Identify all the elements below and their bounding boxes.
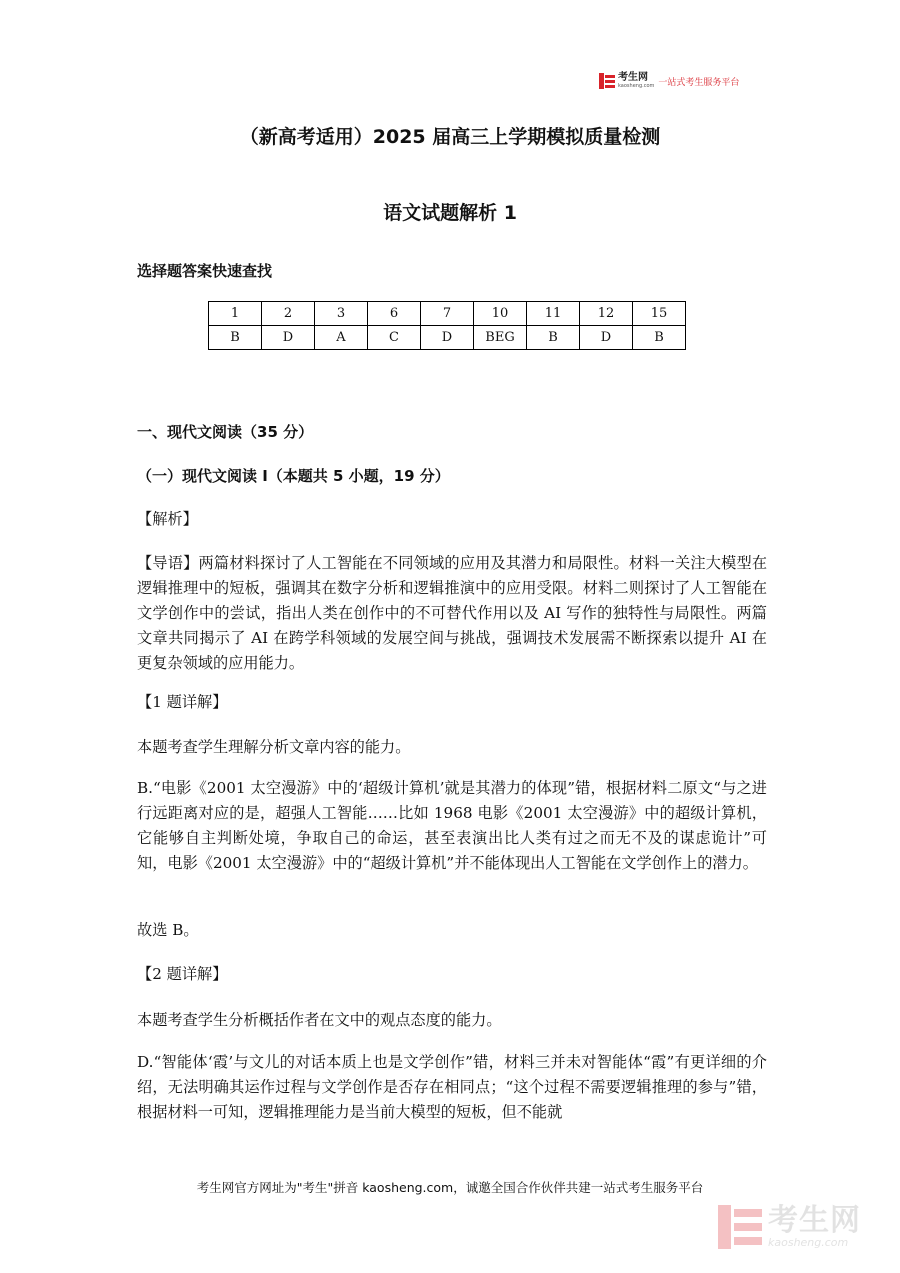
q2-ability: 本题考查学生分析概括作者在文中的观点态度的能力。 [137,1011,502,1029]
q2-detail: D.“智能体‘霞’与文儿的对话本质上也是文学创作”错，材料三并未对智能体“霞”有更详细的介绍，无法明确其运作过程与文学创作是否存在相同点；“这个过程不需要逻辑推理的参与”错，根据材料一可知，逻辑推理能力是当前大模型的短板，但不能就 [137,1053,767,1121]
answer-cell: B [633,326,686,350]
question-number-cell: 6 [368,302,421,326]
question-number-cell: 15 [633,302,686,326]
answer-cell: C [368,326,421,350]
answer-cell: D [262,326,315,350]
q1-detail: B.“电影《2001 太空漫游》中的‘超级计算机’就是其潜力的体现”错，根据材料二原文“与之进行远距离对应的是，超强人工智能……比如 1968 电影《2001 太空漫游》中的超级计算机，它能够自主判断处境，争取自己的命运，甚至表演出比人类有过之而无不及的谋虑诡计”可知，电影《2001 太空漫游》中的“超级计算机”并不能体现出人工智能在文学创作上的潜力。 [137,779,767,872]
q2-label: 【2 题详解】 [137,965,228,983]
q1-conclusion: 故选 B。 [137,921,199,939]
answer-table-answer-row [209,326,686,350]
question-number-cell: 10 [474,302,527,326]
question-number-cell: 12 [580,302,633,326]
logo-domain: kaosheng.com [618,83,655,89]
answer-cell: BEG [474,326,527,350]
kaosheng-logo-icon [599,73,615,89]
question-number-cell: 11 [527,302,580,326]
logo-slogan: 一站式考生服务平台 [658,77,740,88]
analysis-label: 【解析】 [137,510,198,528]
question-number-cell: 3 [315,302,368,326]
quick-answer-heading: 选择题答案快速查找 [137,262,273,280]
answer-table [208,301,686,350]
question-number-cell: 7 [421,302,474,326]
q1-label: 【1 题详解】 [137,693,228,711]
answer-cell: B [527,326,580,350]
question-number-cell: 2 [262,302,315,326]
answer-table-question-row [209,302,686,326]
question-number-cell: 1 [209,302,262,326]
watermark-logo-icon [718,1205,762,1249]
watermark-text: 考生网 [768,1203,861,1238]
subsection-heading: （一）现代文阅读 I（本题共 5 小题，19 分） [137,467,450,485]
header-logo [599,73,739,89]
section-heading: 一、现代文阅读（35 分） [137,423,314,441]
page-subtitle: 语文试题解析 1 [383,202,517,224]
page-title: （新高考适用）2025 届高三上学期模拟质量检测 [239,126,661,148]
answer-cell: A [315,326,368,350]
watermark-domain: kaosheng.com [768,1236,849,1249]
answer-cell: D [580,326,633,350]
page-footer: 考生网官方网址为"考生"拼音 kaosheng.com，诚邀全国合作伙伴共建一站式考生服务平台 [196,1180,704,1195]
logo-text: 考生网 [618,72,648,83]
answer-cell: B [209,326,262,350]
watermark [718,1205,861,1249]
intro-paragraph: 【导语】两篇材料探讨了人工智能在不同领域的应用及其潜力和局限性。材料一关注大模型在逻辑推理中的短板，强调其在数字分析和逻辑推演中的应用受限。材料二则探讨了人工智能在文学创作中的尝试，指出人类在创作中的不可替代作用以及 AI 写作的独特性与局限性。两篇文章共同揭示了 AI 在跨学科领域的发展空间与挑战，强调技术发展需不断探索以提升 AI 在更复杂领域的应用能力。 [137,554,767,672]
q1-ability: 本题考查学生理解分析文章内容的能力。 [137,738,411,756]
answer-cell: D [421,326,474,350]
